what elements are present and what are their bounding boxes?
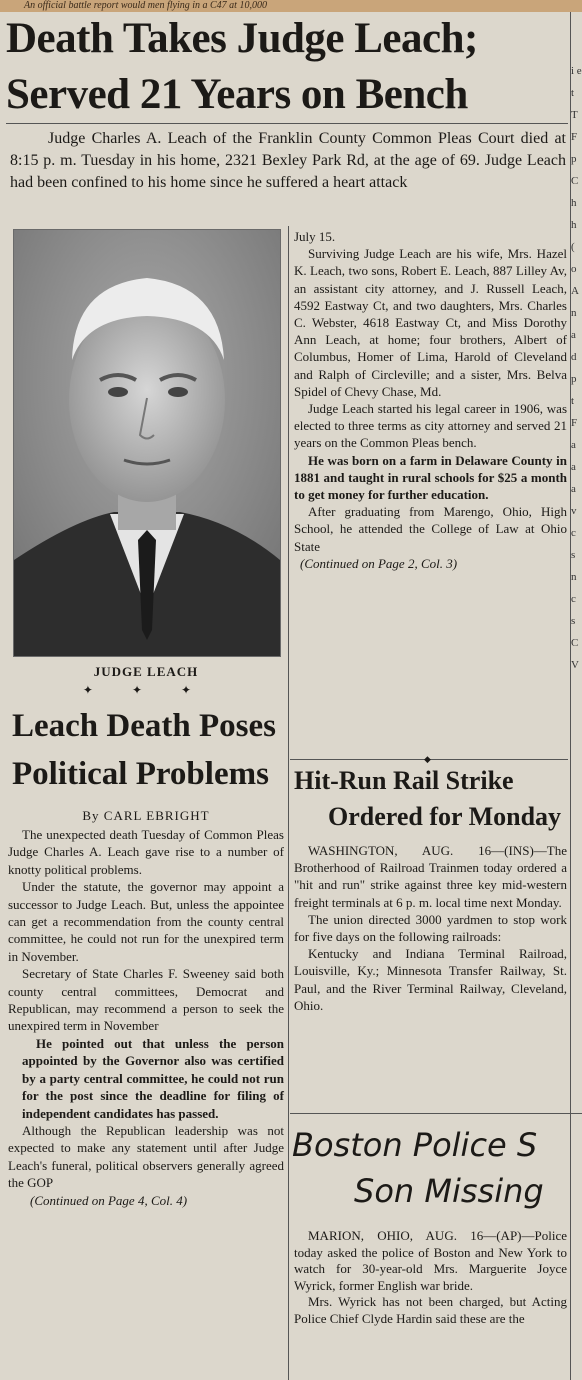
byline: By CARL EBRIGHT xyxy=(82,808,210,823)
lede-paragraph xyxy=(10,128,566,194)
boston-story-column xyxy=(294,1228,567,1328)
column-rule-middle xyxy=(288,226,289,1380)
photo-caption: JUDGE LEACH xyxy=(93,664,199,679)
story-paragraph: After graduating from Marengo, Ohio, High School, he attended the College of Law at Ohio State xyxy=(294,504,567,554)
politics-headline-line-1: Leach Death Poses xyxy=(12,708,276,744)
continued-note: (Continued on Page 2, Col. 3) xyxy=(300,555,458,571)
story-paragraph: The union directed 3000 yardmen to stop work for five days on the following railroads: xyxy=(294,911,567,945)
judge-leach-photo xyxy=(13,229,281,657)
adjacent-column-fragment: i e t T F p C h h ( o A n a d p t F a a a v c s n c s C V xyxy=(571,65,582,671)
story-paragraph-bold: He was born on a farm in Delaware County in 1881 and taught in rural schools for $25 a month to get money for further education. xyxy=(294,452,567,503)
story-paragraph: WASHINGTON, AUG. 16—(INS)—The Brotherhood of Railroad Trainmen today ordered a "hit and run" strike against three key mid-western freight terminals at 6 p. m. local time next Monday. xyxy=(294,843,567,910)
story-paragraph: Mrs. Wyrick has not been charged, but Acting Police Chief Clyde Hardin said these are the xyxy=(294,1294,567,1326)
story-paragraph: Under the statute, the governor may appoint a successor to Judge Leach. But, unless the appointee can get a recommendation from the county central committee, he could not run for the unexpired term in November. xyxy=(8,879,284,964)
portrait-image xyxy=(14,230,280,656)
section-rule xyxy=(290,1113,582,1114)
rail-story-column xyxy=(294,842,567,1014)
rule-ornament: ◆ xyxy=(424,754,431,764)
boston-headline-line-2: Son Missing xyxy=(354,1172,544,1210)
headline-rule xyxy=(6,123,568,124)
story-paragraph: The unexpected death Tuesday of Common Pleas Judge Charles A. Leach gave rise to a number of knotty political problems. xyxy=(8,827,284,877)
top-headline-strip: An official battle report would men flying in a C47 at 10,000 xyxy=(0,0,582,12)
lede-text: Judge Charles A. Leach of the Franklin County Common Pleas Court died at 8:15 p. m. Tuesday in his home, 2321 Bexley Park Rd, at the age of 69. Judge Leach had been confined to his home since he suffered a heart attack xyxy=(10,130,566,191)
story-paragraph: Kentucky and Indiana Terminal Railroad, Louisville, Ky.; Minnesota Transfer Railway, St. Paul, and the River Terminal Railway, Cleveland, Ohio. xyxy=(294,946,567,1013)
story-paragraph: July 15. xyxy=(294,229,336,244)
main-story-column xyxy=(294,228,567,572)
story-paragraph: Secretary of State Charles F. Sweeney said both county central committees, Democrat and Republican, may recommend a person to seek the unexpired term in November xyxy=(8,966,284,1034)
story-paragraph: Although the Republican leadership was not expected to make any statement until after Judge Leach's funeral, political observers generally agreed the GOP xyxy=(8,1122,284,1191)
boston-headline-line-1: Boston Police S xyxy=(292,1126,538,1164)
story-paragraph: Surviving Judge Leach are his wife, Mrs. Hazel K. Leach, two sons, Robert E. Leach, 887 Lilley Av, an assistant city attorney, and J. Russell Leach, 4592 Eastway Ct, and two daughters, Mrs. Charles C. Webster, 4618 Eastway Ct, and Miss Dorothy Ann Leach, at home; four brothers, Albert of Columbus, Homer of Lima, Harold of Cleveland and Ralph of Circleville; and a sister, Mrs. Belva Spidel of Chevy Chase, Md. xyxy=(294,246,567,399)
continued-note: (Continued on Page 4, Col. 4) xyxy=(30,1192,188,1208)
politics-headline-line-2: Political Problems xyxy=(12,756,269,792)
caption-ornament: ✦ ✦ ✦ xyxy=(82,683,210,697)
rail-headline-line-1: Hit-Run Rail Strike xyxy=(294,766,514,795)
main-headline-line-1: Death Takes Judge Leach; xyxy=(6,15,478,62)
rail-headline-line-2: Ordered for Monday xyxy=(328,802,562,831)
main-headline-line-2: Served 21 Years on Bench xyxy=(6,71,468,118)
politics-story-column xyxy=(8,826,284,1209)
story-paragraph-bold: He pointed out that unless the person appointed by the Governor also was certified by a party central committee, he could not run for the post since the deadline for filing of independent candidates has passed. xyxy=(22,1035,284,1121)
story-paragraph: Judge Leach started his legal career in 1906, was elected to three terms as city attorney and served 21 years on the Common Pleas bench. xyxy=(294,401,567,451)
story-paragraph: MARION, OHIO, AUG. 16—(AP)—Police today asked the police of Boston and New York to watch for 30-year-old Mrs. Marguerite Joyce Wyrick, former English war bride. xyxy=(294,1228,567,1293)
